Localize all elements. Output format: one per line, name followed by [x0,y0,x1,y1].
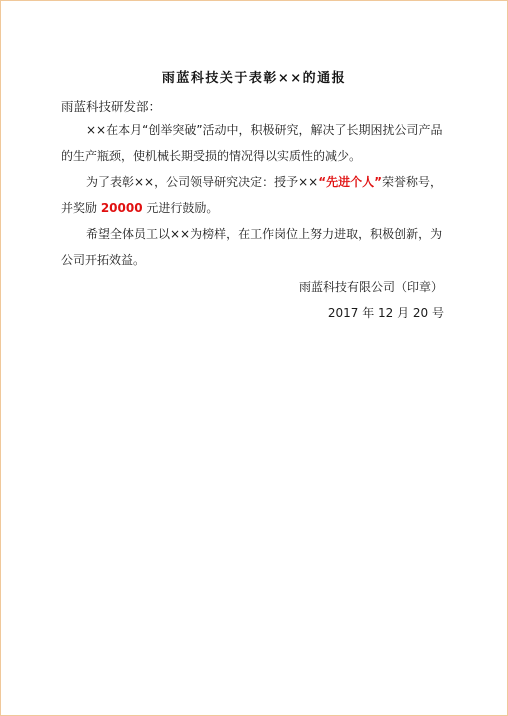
reward-amount-highlight: 20000 [100,201,143,215]
paragraph-2-text-3: 元进行鼓励。 [142,201,219,215]
paragraph-2-text-1: 为了表彰××，公司领导研究决定：授予×× [86,175,319,189]
paragraph-1: ××在本月“创举突破”活动中，积极研究，解决了长期困扰公司产品的生产瓶颈，使机械长期受损的情况得以实质性的减少。 [61,123,443,163]
honor-title-highlight: “先进个人” [318,175,383,189]
document-title: 雨蓝科技关于表彰××的通报 [161,71,347,86]
paragraph-2 [61,169,451,221]
signature: 雨蓝科技有限公司（印章） [298,280,443,294]
paragraph-2-text-2: 荣誉称号，并奖励 [61,175,443,215]
salutation: 雨蓝科技研发部： [61,99,162,114]
issue-date: 2017 年 12 月 20 号 [327,306,444,320]
paragraph-3: 希望全体员工以××为榜样，在工作岗位上努力进取，积极创新，为公司开拓效益。 [61,227,443,267]
